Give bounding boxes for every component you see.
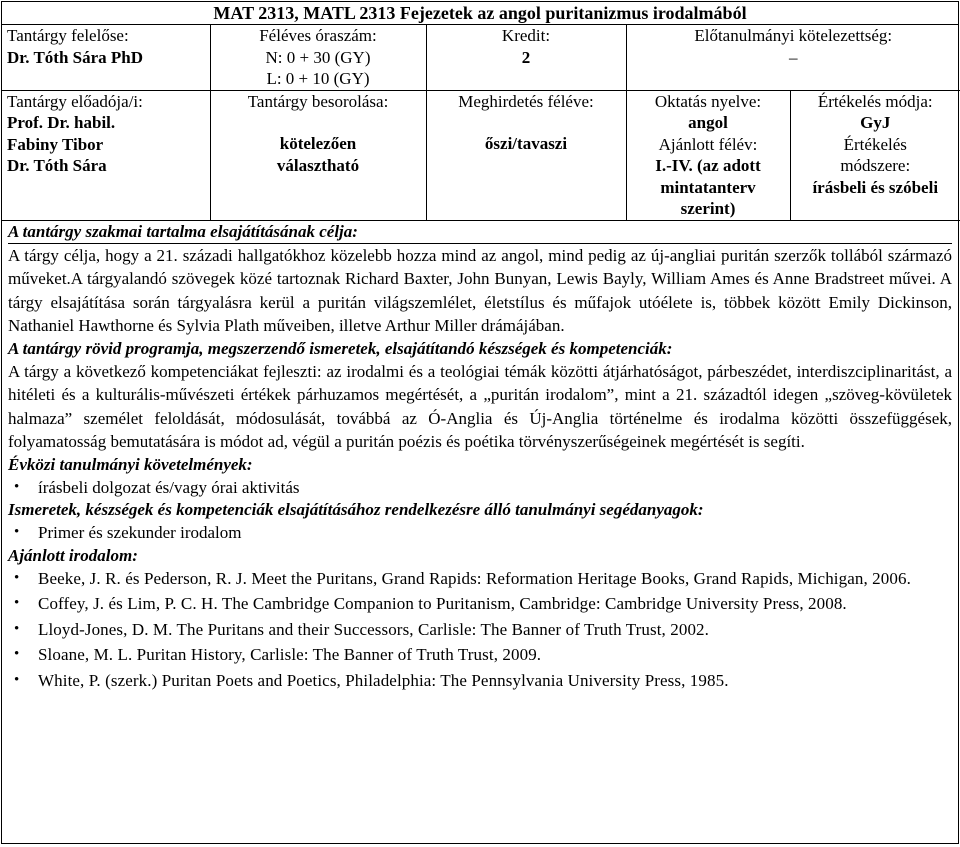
prereq-value: –	[789, 47, 798, 67]
info-row-2	[2, 90, 960, 220]
hours-cell	[210, 25, 426, 90]
language-label: Oktatás nyelve:	[654, 91, 762, 111]
language-cell	[626, 90, 790, 220]
semester-label: Meghirdetés féléve:	[458, 91, 594, 111]
method-label-1: Értékelés	[843, 134, 907, 154]
type-label: Tantárgy besorolása:	[247, 91, 389, 111]
course-document	[1, 1, 959, 844]
list-item: • Beeke, J. R. és Pederson, R. J. Meet the Puritans, Grand Rapids: Reformation Heritage Books, Grand Rapids, Michigan, 2006.	[38, 567, 952, 591]
type-cell	[210, 90, 426, 220]
materials-section	[2, 499, 958, 545]
hours-label: Féléves óraszám:	[259, 26, 377, 45]
method-value: írásbeli és szóbeli	[812, 177, 939, 197]
list-item: • Coffey, J. és Lim, P. C. H. The Cambridge Companion to Puritanism, Cambridge: Cambridge University Press, 2008.	[38, 592, 952, 616]
rec-semester-value-1: I.-IV. (az adott	[655, 156, 761, 175]
materials-heading: Ismeretek, készségek és kompetenciák elsajátításához rendelkezésre álló tanulmányi segédanyagok:	[8, 500, 704, 519]
program-text: A tárgy a következő kompetenciákat fejleszti: az irodalmi és a teológiai témák közötti átjárhatóságot, párbeszédet, interdiszciplinaritást, a hitéleti és a kulturális-művészeti értékek párhuzamos megértését, a „puritán irodalom”, mint a 21. századtól idegen „szöveg-kövületek halmaza” személet feloldását, módosulását, továbbá az Ó-Anglia és Új-Anglia történelme és irodalma közötti összefüggések, folyamatosság bemutatására is módot ad, végül a puritán poézis és poétika törvényszerűségeinek megértését is segíti.	[8, 361, 952, 451]
list-item: • Lloyd-Jones, D. M. The Puritans and their Successors, Carlisle: The Banner of Truth Trust, 2002.	[38, 618, 952, 642]
rec-semester-label: Ajánlott félév:	[658, 134, 758, 154]
hours-n: N: 0 + 30 (GY)	[265, 47, 371, 67]
requirements-heading: Évközi tanulmányi követelmények:	[8, 454, 253, 474]
language-value: angol	[688, 113, 728, 132]
program-section	[2, 338, 958, 454]
materials-list	[8, 521, 952, 545]
requirements-list	[8, 476, 952, 500]
hours-l: L: 0 + 10 (GY)	[266, 69, 370, 88]
credit-value: 2	[521, 47, 531, 67]
responsible-name: Dr. Tóth Sára PhD	[7, 47, 144, 67]
course-info-table	[2, 25, 960, 221]
requirements-section	[2, 454, 958, 500]
course-title: MAT 2313, MATL 2313 Fejezetek az angol puritanizmus irodalmából	[2, 2, 958, 25]
literature-section	[2, 545, 958, 693]
type-value-1: kötelezően	[279, 134, 357, 153]
lecturer-line-1: Prof. Dr. habil.	[7, 113, 116, 132]
lecturer-line-3: Dr. Tóth Sára	[7, 156, 107, 175]
literature-list	[8, 567, 952, 693]
program-heading: A tantárgy rövid programja, megszerzendő ismeretek, elsajátítandó készségek és kompetenciák:	[8, 338, 673, 358]
prereq-label: Előtanulmányi kötelezettség:	[694, 26, 893, 45]
eval-value: GyJ	[860, 113, 891, 132]
info-row-1	[2, 25, 960, 90]
list-item: • írásbeli dolgozat és/vagy órai aktivitás	[38, 476, 952, 500]
lecturer-label: Tantárgy előadója/i:	[7, 91, 143, 111]
semester-value: őszi/tavaszi	[484, 134, 568, 153]
evaluation-cell	[790, 90, 960, 220]
credit-cell	[426, 25, 626, 90]
method-label-2: módszere:	[840, 156, 911, 175]
goal-text: A tárgy célja, hogy a 21. századi hallgatókhoz közelebb hozza mind az angol, mind pedig az új-angliai puritán szerzők tollából származó műveket.A tárgyalandó szövegek közé tartoznak Richard Baxter, John Bunyan, Lewis Bayly, William Ames és Anne Bradstreet művei. A tárgy elsajátítása során tárgyalásra kerül a puritán világszemlélet, életstílus és műfajok utóélete is, többek között Emily Dickinson, Nathaniel Hawthorne és Sylvia Plath műveiben, illetve Arthur Miller drámájában.	[8, 245, 952, 335]
rec-semester-value-2: mintatanterv	[660, 177, 756, 197]
credit-label: Kredit:	[501, 26, 551, 45]
eval-label: Értékelés módja:	[817, 91, 933, 111]
goal-section	[2, 221, 958, 338]
list-item: • Primer és szekunder irodalom	[38, 521, 952, 545]
type-value-2: választható	[276, 155, 360, 175]
responsible-cell	[2, 25, 210, 90]
list-item: • Sloane, M. L. Puritan History, Carlisle: The Banner of Truth Trust, 2009.	[38, 643, 952, 667]
lecturer-cell	[2, 90, 210, 220]
rec-semester-value-3: szerint)	[680, 199, 736, 218]
lecturer-line-2: Fabiny Tibor	[7, 134, 104, 154]
literature-heading: Ajánlott irodalom:	[8, 545, 138, 565]
goal-heading: A tantárgy szakmai tartalma elsajátításának célja:	[8, 221, 952, 244]
semester-cell	[426, 90, 626, 220]
prereq-cell	[626, 25, 960, 90]
responsible-label: Tantárgy felelőse:	[7, 26, 129, 45]
list-item: • White, P. (szerk.) Puritan Poets and Poetics, Philadelphia: The Pennsylvania University Press, 1985.	[38, 669, 952, 693]
